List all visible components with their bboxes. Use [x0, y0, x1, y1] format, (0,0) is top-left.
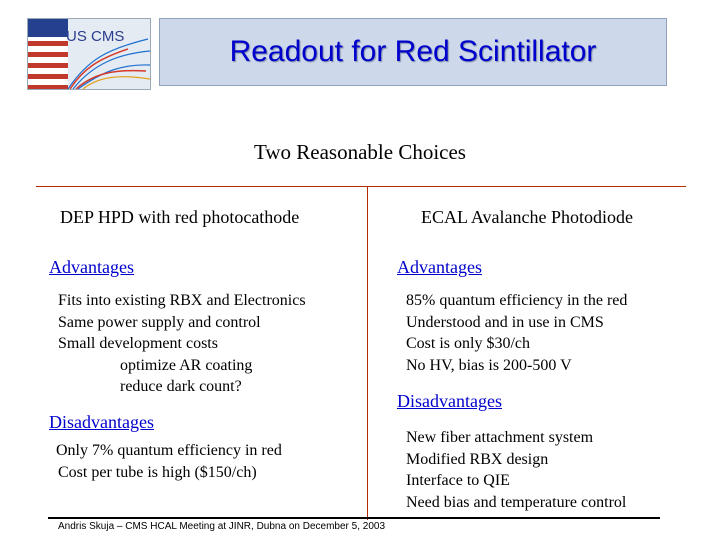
- left-advantage-subitem: optimize AR coating: [120, 356, 253, 374]
- footer-citation: Andris Skuja – CMS HCAL Meeting at JINR, Dubna on December 5, 2003: [58, 521, 386, 532]
- left-disadvantages-heading: Disadvantages: [49, 412, 154, 432]
- left-advantage-item: Small development costs: [58, 335, 218, 352]
- left-disadvantages-list: [56, 440, 282, 483]
- right-disadvantage-item: Need bias and temperature control: [406, 493, 627, 511]
- right-advantages-heading: Advantages: [397, 257, 482, 277]
- left-advantages-heading: Advantages: [49, 257, 134, 277]
- right-advantage-item: No HV, bias is 200-500 V: [406, 356, 572, 374]
- right-disadvantage-item: New fiber attachment system: [406, 429, 594, 446]
- logo-text: US CMS: [66, 28, 125, 45]
- right-advantage-item: 85% quantum efficiency in the red: [406, 292, 628, 309]
- vertical-divider: [367, 186, 368, 520]
- horizontal-divider: [36, 186, 686, 187]
- left-column-heading: DEP HPD with red photocathode: [60, 207, 300, 227]
- left-advantage-item: Same power supply and control: [58, 313, 261, 331]
- right-disadvantages-list: [406, 427, 626, 513]
- right-disadvantage-item: Modified RBX design: [406, 450, 549, 468]
- left-advantage-subitem: reduce dark count?: [120, 378, 242, 395]
- right-disadvantages-heading: Disadvantages: [397, 391, 502, 411]
- left-advantages-list: [58, 290, 306, 398]
- right-column-heading: ECAL Avalanche Photodiode: [421, 207, 633, 227]
- footer-rule: [48, 517, 660, 519]
- us-cms-logo-graphic: [28, 19, 150, 89]
- right-advantage-item: Understood and in use in CMS: [406, 313, 604, 331]
- slide-title: Readout for Red Scintillator: [229, 35, 597, 68]
- left-advantage-item: Fits into existing RBX and Electronics: [58, 292, 306, 309]
- left-disadvantage-item: Cost per tube is high ($150/ch): [58, 463, 257, 481]
- title-banner: [159, 18, 667, 86]
- left-disadvantage-item: Only 7% quantum efficiency in red: [56, 442, 282, 459]
- slide-subtitle: Two Reasonable Choices: [254, 140, 466, 164]
- us-cms-logo: [27, 18, 151, 90]
- right-disadvantage-item: Interface to QIE: [406, 472, 510, 489]
- right-advantage-item: Cost is only $30/ch: [406, 335, 531, 352]
- right-advantages-list: [406, 290, 627, 376]
